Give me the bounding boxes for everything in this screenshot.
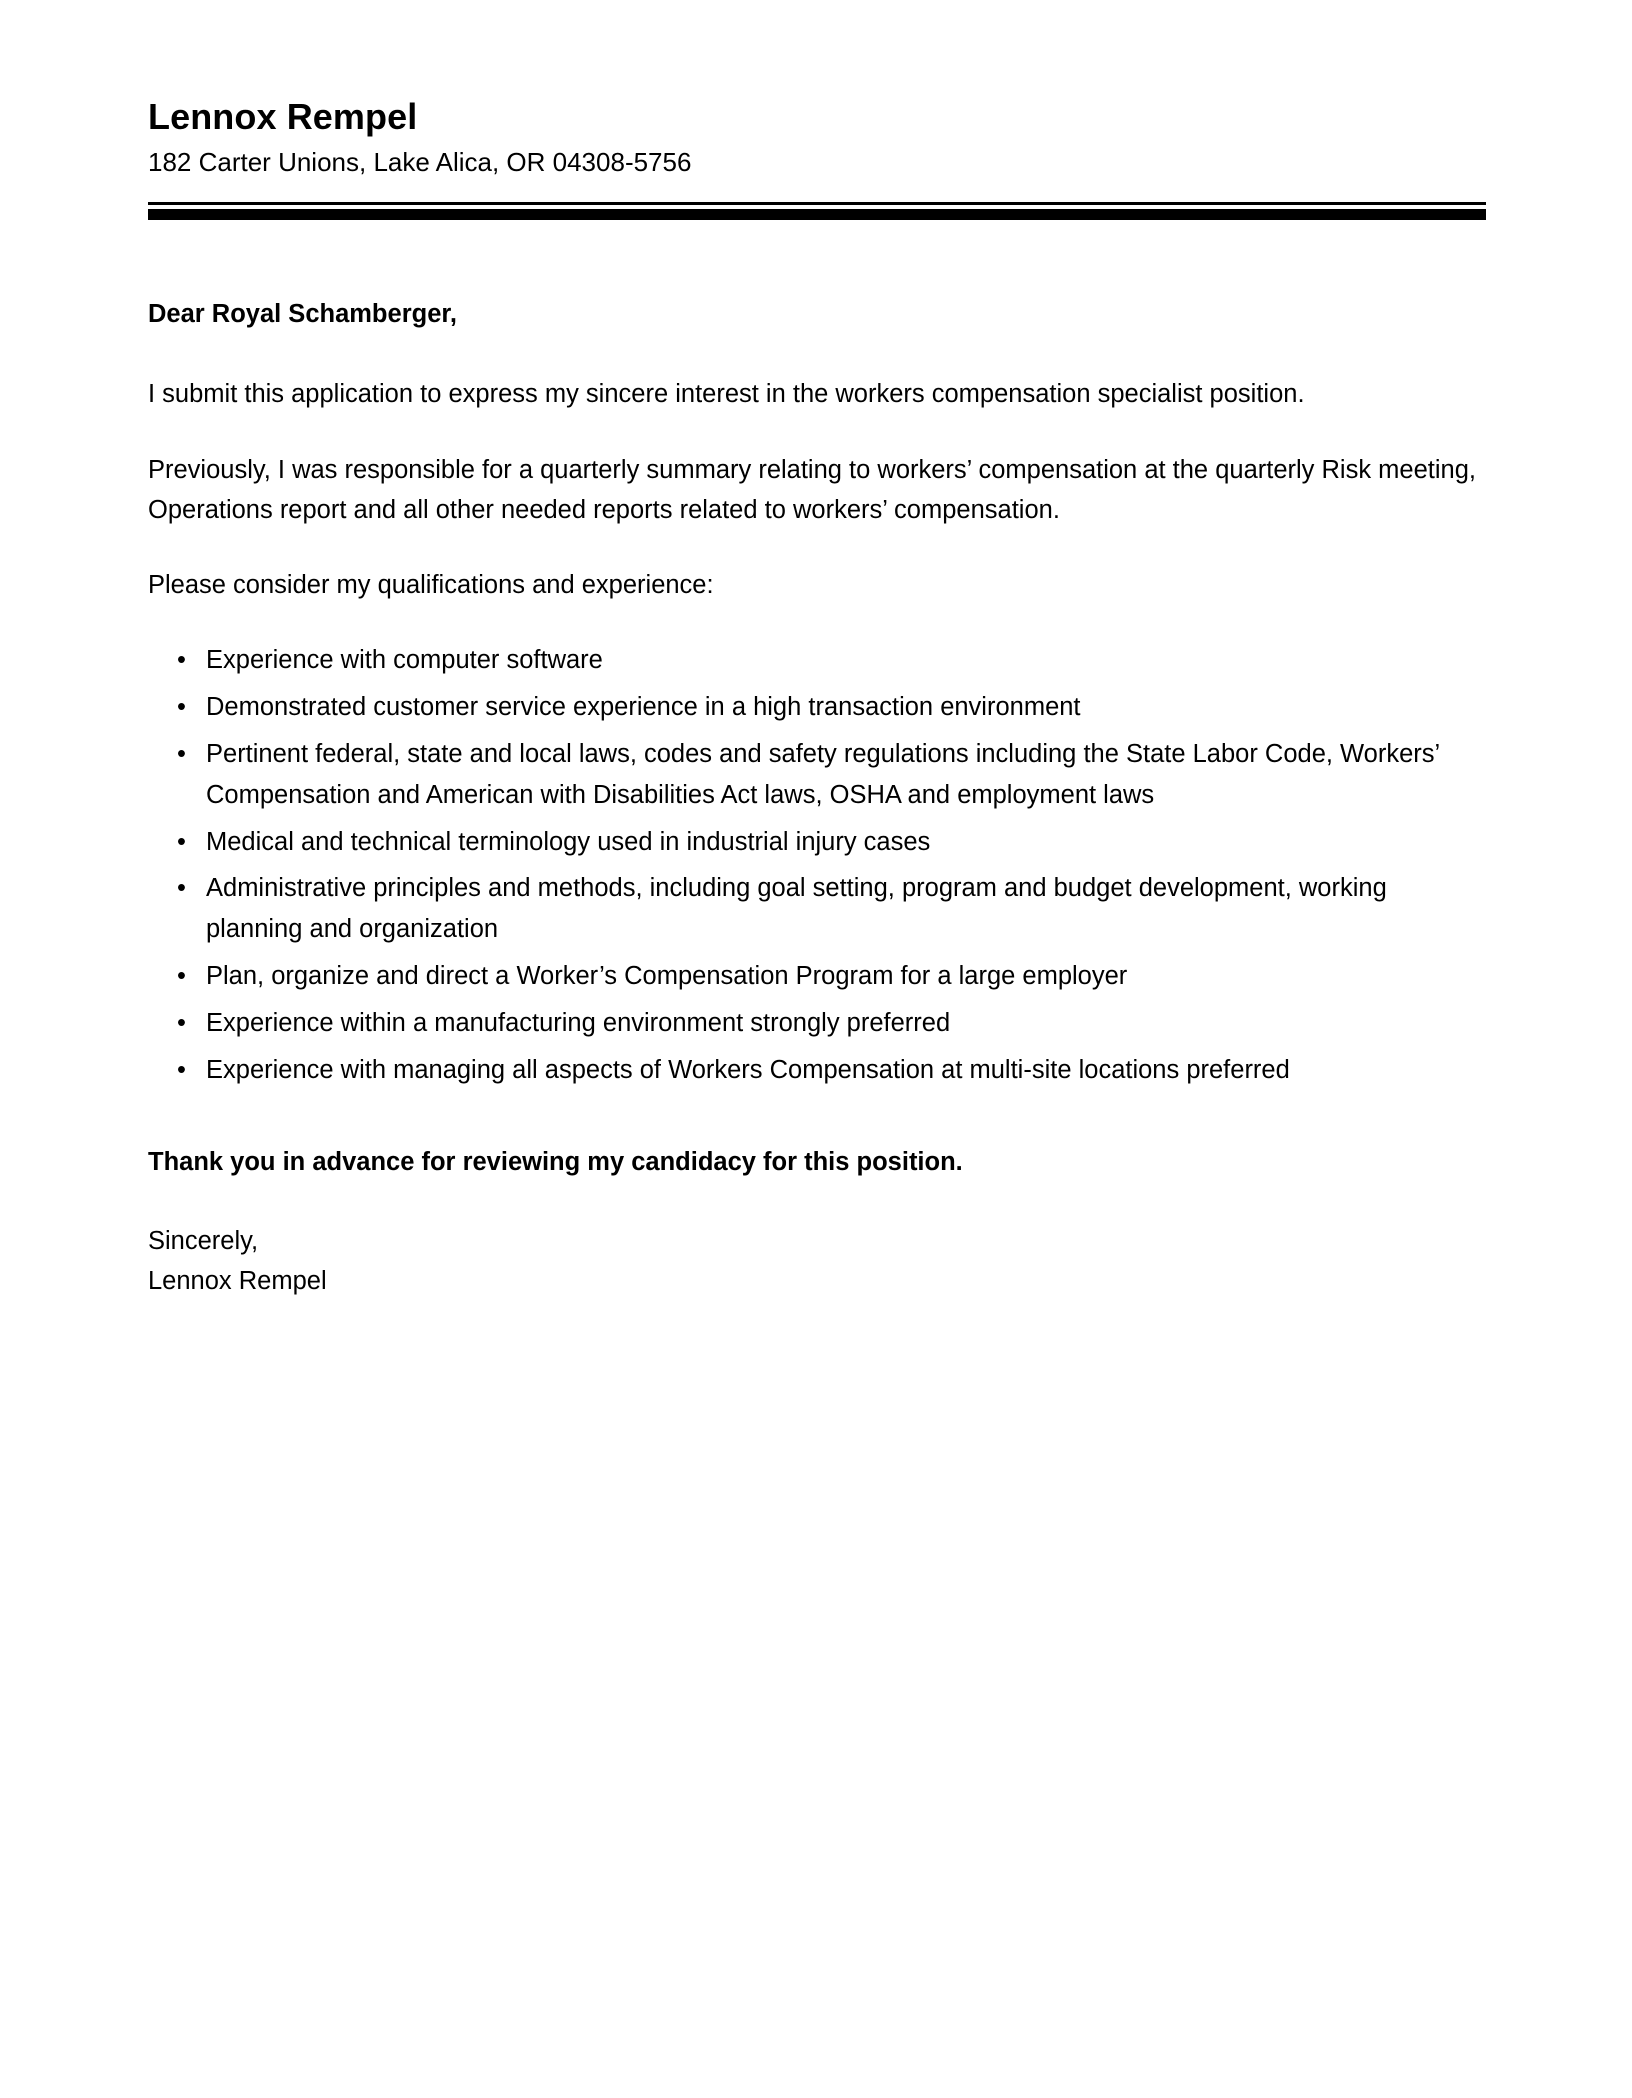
bullet-icon: • [177, 1055, 186, 1084]
list-item-text: Experience within a manufacturing environment strongly preferred [206, 1008, 951, 1037]
list-item-text: Demonstrated customer service experience in a high transaction environment [206, 693, 1081, 722]
list-item [148, 822, 1488, 863]
letter-content [148, 96, 1488, 1302]
paragraph-intro: I submit this application to express my sincere interest in the workers compensation specialist position. [148, 380, 1305, 409]
list-item-text: Administrative principles and methods, including goal setting, program and budget development, working planning and organization [206, 874, 1387, 944]
bullet-icon: • [177, 646, 186, 675]
letterhead [148, 96, 1488, 179]
list-item-text: Experience with computer software [206, 646, 603, 675]
signature-name: Lennox Rempel [148, 1267, 327, 1296]
list-item [148, 640, 1488, 681]
list-item [148, 1050, 1488, 1091]
bullet-icon: • [177, 961, 186, 990]
bullet-icon: • [177, 1008, 186, 1037]
list-item-text: Medical and technical terminology used in industrial injury cases [206, 827, 931, 856]
list-item-text: Experience with managing all aspects of Workers Compensation at multi-site locations preferred [206, 1055, 1290, 1084]
bullet-icon: • [177, 874, 186, 903]
signature-block [148, 1221, 1488, 1303]
list-item [148, 734, 1488, 816]
list-item [148, 868, 1488, 950]
list-item-text: Plan, organize and direct a Worker’s Compensation Program for a large employer [206, 961, 1128, 990]
list-item [148, 687, 1488, 728]
letter-body [148, 294, 1488, 1302]
qualifications-list [148, 640, 1488, 1090]
list-item [148, 1003, 1488, 1044]
bullet-icon: • [177, 827, 186, 856]
sender-address: 182 Carter Unions, Lake Alica, OR 04308-5756 [148, 147, 692, 178]
signoff-text: Sincerely, [148, 1226, 259, 1255]
list-item [148, 956, 1488, 997]
sender-name: Lennox Rempel [148, 96, 418, 137]
header-divider [148, 202, 1486, 220]
list-item-text: Pertinent federal, state and local laws, codes and safety regulations including the State Labor Code, Workers’ Compensation and American with Disabilities Act laws, OSHA and employment laws [206, 739, 1440, 809]
bullet-icon: • [177, 739, 186, 768]
paragraph-qualifications-lead-in: Please consider my qualifications and experience: [148, 571, 714, 600]
salutation: Dear Royal Schamberger, [148, 299, 457, 328]
bullet-icon: • [177, 693, 186, 722]
divider-thick-bar [148, 209, 1486, 220]
closing-statement: Thank you in advance for reviewing my candidacy for this position. [148, 1148, 963, 1177]
paragraph-experience: Previously, I was responsible for a quarterly summary relating to workers’ compensation at the quarterly Risk meeting, Operations report and all other needed reports related to workers’ compensation. [148, 455, 1476, 524]
